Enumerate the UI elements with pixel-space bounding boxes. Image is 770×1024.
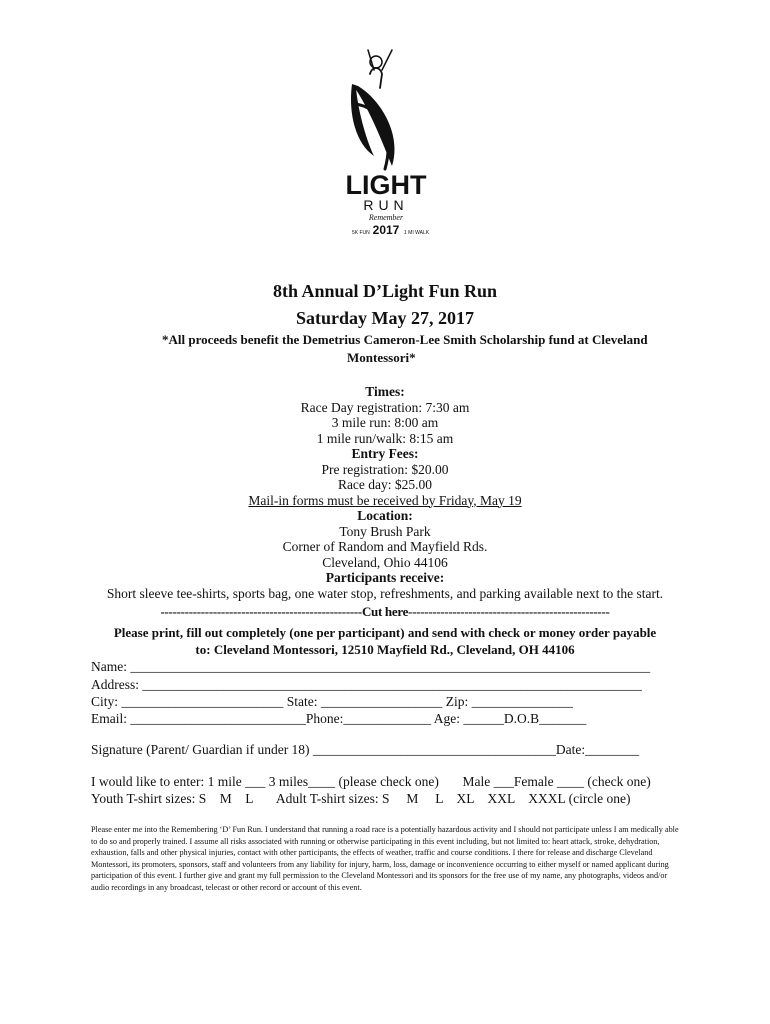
participants-heading: Participants receive: xyxy=(325,570,445,585)
event-title: 8th Annual D’Light Fun Run xyxy=(272,281,498,301)
proceeds-line-2: Montessori* xyxy=(347,350,416,365)
mailing-instructions xyxy=(0,624,770,658)
location-item: Corner of Random and Mayfield Rds. xyxy=(282,539,488,554)
times-item: 1 mile run/walk: 8:15 am xyxy=(316,430,454,446)
mail-in-deadline: Mail-in forms must be received by Friday, May 19 xyxy=(248,492,522,508)
address-field[interactable]: Address: __________________________________________________________________________ xyxy=(91,677,642,692)
proceeds-line-1: *All proceeds benefit the Demetrius Cameron-Lee Smith Scholarship fund at Cleveland xyxy=(162,332,648,347)
location-item: Cleveland, Ohio 44106 xyxy=(322,554,448,570)
entry-selection-field[interactable]: I would like to enter: 1 mile ___ 3 miles____ (please check one) Male ___Female ____ (check one) xyxy=(91,774,651,789)
instructions-line-2: to: Cleveland Montessori, 12510 Mayfield Rd., Cleveland, OH 44106 xyxy=(195,642,575,657)
location-heading: Location: xyxy=(357,508,413,523)
logo-right-small: 1 MI WALK xyxy=(404,230,430,236)
light-run-logo xyxy=(340,44,430,244)
logo-left-small: 5K FUN xyxy=(352,230,370,236)
location-item: Tony Brush Park xyxy=(339,523,431,539)
schedule-block xyxy=(0,384,770,601)
times-heading: Times: xyxy=(365,384,405,399)
instructions-line-1: Please print, fill out completely (one per participant) and send with check or money order payable xyxy=(113,625,657,640)
times-item: Race Day registration: 7:30 am xyxy=(300,399,470,415)
logo-word-run: RUN xyxy=(363,197,409,213)
tshirt-size-field[interactable]: Youth T-shirt sizes: S M L Adult T-shirt sizes: S M L XL XXL XXXL (circle one) xyxy=(91,791,631,806)
times-item: 3 mile run: 8:00 am xyxy=(331,415,439,430)
logo-word-light: LIGHT xyxy=(345,170,427,200)
fees-heading: Entry Fees: xyxy=(351,446,419,461)
liability-waiver: Please enter me into the Remembering ‘D’ Fun Run. I understand that running a road race is a potentially hazardous activity and I should not participate unless I am medically able to do so and properly trained. I assume all risks associated with running or otherwise participating in this event including, but not limited to: heart attack, stroke, dehydration, exhaustion, falls and other physical injuries, contact with other participants, the effects of weather, traffic and course conditions. I there for release and discharge Cleveland Montessori, its promoters, sponsors, staff and volunteers from any liability for injury, harm, loss, damage or inconvenience occurring to either myself or named applicant during participation of this event. I further give and grant my full permission to the Cleveland Montessori and its sponsors for the free use of my name, any photographs, videos and/or audio recordings in any broadcast, telecast or other record or account of this event. xyxy=(91,825,679,892)
fee-item: Pre registration: $20.00 xyxy=(321,461,449,477)
city-state-zip-field[interactable]: City: ________________________ State: __________________ Zip: _______________ xyxy=(91,694,573,709)
name-field[interactable]: Name: _____________________________________________________________________________ xyxy=(91,659,651,674)
logo-word-remember: Remember xyxy=(368,213,404,222)
email-phone-age-dob-field[interactable]: Email: __________________________Phone:_____________ Age: ______D.O.B_______ xyxy=(91,711,587,726)
cut-here-line: --------------------------------------------------Cut here-------------------------------------------------- xyxy=(160,604,610,619)
fee-item: Race day: $25.00 xyxy=(337,477,433,492)
signature-date-field[interactable]: Signature (Parent/ Guardian if under 18) ____________________________________Date:________ xyxy=(91,742,640,757)
participants-text: Short sleeve tee-shirts, sports bag, one water stop, refreshments, and parking available next to the start. xyxy=(106,585,664,601)
logo-year: 2017 xyxy=(372,223,400,237)
event-date: Saturday May 27, 2017 xyxy=(295,308,474,328)
